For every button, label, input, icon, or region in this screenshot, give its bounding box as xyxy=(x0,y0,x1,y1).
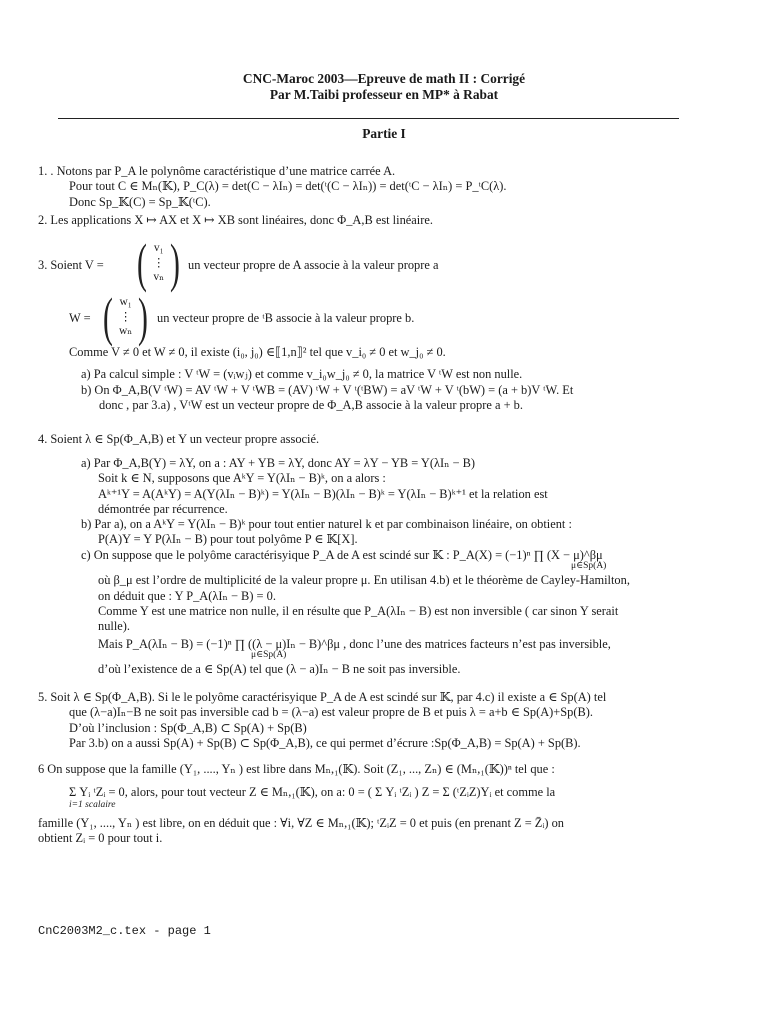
q3-intro: 3. Soient V = xyxy=(38,258,104,272)
part-heading: Partie I xyxy=(362,126,406,141)
q4-c-line-1: c) On suppose que le polyôme caractérisyique P_A de A est scindé sur 𝕂 : P_A(X) = (−1)ⁿ ∏ (X − μ)^βμ xyxy=(81,548,603,562)
q3-w-intro: W = xyxy=(69,311,91,325)
document-author: Par M.Taibi professeur en MP* à Rabat xyxy=(269,87,499,102)
q5-line-3: D’où l’inclusion : Sp(Φ_A,B) ⊂ Sp(A) + Sp(B) xyxy=(69,720,307,735)
v-entry-dots: ⋮ xyxy=(152,256,165,269)
q4-part-c xyxy=(81,548,630,677)
q4-part-b xyxy=(81,517,572,548)
header-rule xyxy=(58,118,679,119)
q4-c-line-4: Comme Y est une matrice non nulle, il en résulte que P_A(λIₙ − B) est non inversible ( car sinon Y serait xyxy=(98,603,619,618)
q1-line-1: 1. . Notons par P_A le polynôme caractéristique d’une matrice carrée A. xyxy=(38,164,396,178)
q3-a: a) Pa calcul simple : V ᵗW = (vᵢwⱼ) et comme v_i₀w_j₀ ≠ 0, la matrice V ᵗW est non nulle. xyxy=(81,367,523,382)
question-3-body xyxy=(69,345,573,414)
q6-line-2: Σ Yᵢ ᵗZᵢ = 0, alors, pour tout vecteur Z ∈ Mₙ,₁(𝕂), on a: 0 = ( Σ Yᵢ ᵗZᵢ ) Z = Σ (ᵗZᵢZ)Yᵢ et comme la xyxy=(69,785,556,800)
q4-c-line-3: on déduit que : Y P_A(λIₙ − B) = 0. xyxy=(98,588,276,603)
q6-line-1: 6 On suppose que la famille (Y₁, ...., Yₙ ) est libre dans Mₙ,₁(𝕂). Soit (Z₁, ..., Zₙ) ∈ (Mₙ,₁(𝕂))ⁿ tel que : xyxy=(38,762,555,776)
q4-part-a xyxy=(81,456,548,518)
question-4 xyxy=(38,432,319,447)
q6-line-3: famille (Y₁, ...., Yₙ ) est libre, on en déduit que : ∀i, ∀Z ∈ Mₙ,₁(𝕂); ᵗZᵢZ = 0 et puis (en prenant Z = Z̄ᵢ) on xyxy=(38,815,564,830)
q6-line-4: obtient Zᵢ = 0 pour tout i. xyxy=(38,830,163,845)
q4-c-line-2: où β_μ est l’ordre de multiplicité de la valeur propre μ. En utilisan 4.b) et le théorème de Cayley-Hamilton, xyxy=(98,573,630,588)
q4-b-line-1: b) Par a), on a AᵏY = Y(λIₙ − B)ᵏ pour tout entier naturel k et par combinaison linéaire, on obtient : xyxy=(81,517,572,531)
q3-b-line-2: donc , par 3.a) , VᵗW est un vecteur propre de Φ_A,B associe à la valeur propre a + b. xyxy=(99,398,523,413)
q3-b-line-1: b) On Φ_A,B(V ᵗW) = AV ᵗW + V ᵗWB = (AV) ᵗW + V ᵗ(ᵗBW) = aV ᵗW + V ᵗ(bW) = (a + b)V ᵗW. Et xyxy=(81,382,574,397)
q2-line-1: 2. Les applications X ↦ AX et X ↦ XB sont linéaires, donc Φ_A,B est linéaire. xyxy=(38,213,433,227)
q3-w-text: un vecteur propre de ᵗB associe à la valeur propre b. xyxy=(157,311,415,325)
q4-c-line-5: nulle). xyxy=(98,619,130,634)
q4-a-line-2: Soit k ∈ N, supposons que AᵏY = Y(λIₙ − B)ᵏ, on a alors : xyxy=(98,471,386,486)
q4-c-product-index-2: μ∈Sp(A) xyxy=(251,650,287,661)
q4-c-product-index-1: μ∈Sp(A) xyxy=(571,561,607,572)
question-1 xyxy=(38,164,507,210)
question-5 xyxy=(38,690,606,752)
q5-line-1: 5. Soit λ ∈ Sp(Φ_A,B). Si le le polyôme caractérisyique P_A de A est scindé sur 𝕂, par 4.c) il existe a ∈ Sp(A) tel xyxy=(38,690,607,704)
q6-sum-index: i=1 scalaire xyxy=(69,799,116,810)
v-entry-n: vₙ xyxy=(153,271,165,284)
q4-a-line-4: démontrée par récurrence. xyxy=(98,502,228,517)
q5-line-2: que (λ−a)Iₙ−B ne soit pas inversible cad b = (λ−a) est valeur propre de B et puis λ = a+b ∈ Sp(A)+Sp(B). xyxy=(69,705,593,720)
page-footer: CnC2003M2_c.tex - page 1 xyxy=(38,924,211,938)
q3-v-text: un vecteur propre de A associe à la valeur propre a xyxy=(188,258,439,272)
q4-b-line-2: P(A)Y = Y P(λIₙ − B) pour tout polyôme P ∈ 𝕂[X]. xyxy=(98,532,358,547)
vector-v: ( v₁ ⋮ vₙ ) xyxy=(137,233,181,293)
w-entry-dots: ⋮ xyxy=(119,310,132,323)
q5-line-4: Par 3.b) on a aussi Sp(A) + Sp(B) ⊂ Sp(Φ_A,B), ce qui permet d’écrure :Sp(Φ_A,B) = Sp(A) + Sp(B). xyxy=(69,736,581,751)
q4-c-line-7: d’où l’existence de a ∈ Sp(A) tel que (λ − a)Iₙ − B ne soit pas inversible. xyxy=(98,661,461,676)
v-entry-1: v₁ xyxy=(153,242,164,255)
q4-a-line-3: Aᵏ⁺¹Y = A(AᵏY) = A(Y(λIₙ − B)ᵏ) = Y(λIₙ − B)(λIₙ − B)ᵏ = Y(λIₙ − B)ᵏ⁺¹ et la relation est xyxy=(98,486,548,501)
question-2 xyxy=(38,213,433,228)
q4-c-line-6: Mais P_A(λIₙ − B) = (−1)ⁿ ∏ ((λ − μ)Iₙ − B)^βμ , donc l’une des matrices facteurs n’est pas inversible, xyxy=(98,636,611,651)
document-title: CNC-Maroc 2003—Epreuve de math II : Corrigé xyxy=(242,71,526,86)
vector-w: ( w₁ ⋮ wₙ ) xyxy=(103,287,149,347)
w-entry-1: w₁ xyxy=(119,296,132,309)
w-entry-n: wₙ xyxy=(118,325,133,338)
q1-line-3: Donc Sp_𝕂(C) = Sp_𝕂(ᵗC). xyxy=(69,194,211,209)
q1-line-2: Pour tout C ∈ Mₙ(𝕂), P_C(λ) = det(C − λIₙ) = det(ᵗ(C − λIₙ)) = det(ᵗC − λIₙ) = P_ᵗC(λ). xyxy=(69,179,507,194)
q4-intro: 4. Soient λ ∈ Sp(Φ_A,B) et Y un vecteur propre associé. xyxy=(38,432,320,446)
question-6 xyxy=(38,762,564,846)
q3-comme: Comme V ≠ 0 et W ≠ 0, il existe (i₀, j₀) ∈⟦1,n⟧² tel que v_i₀ ≠ 0 et w_j₀ ≠ 0. xyxy=(69,345,446,359)
q4-a-line-1: a) Par Φ_A,B(Y) = λY, on a : AY + YB = λY, donc AY = λY − YB = Y(λIₙ − B) xyxy=(81,456,476,470)
